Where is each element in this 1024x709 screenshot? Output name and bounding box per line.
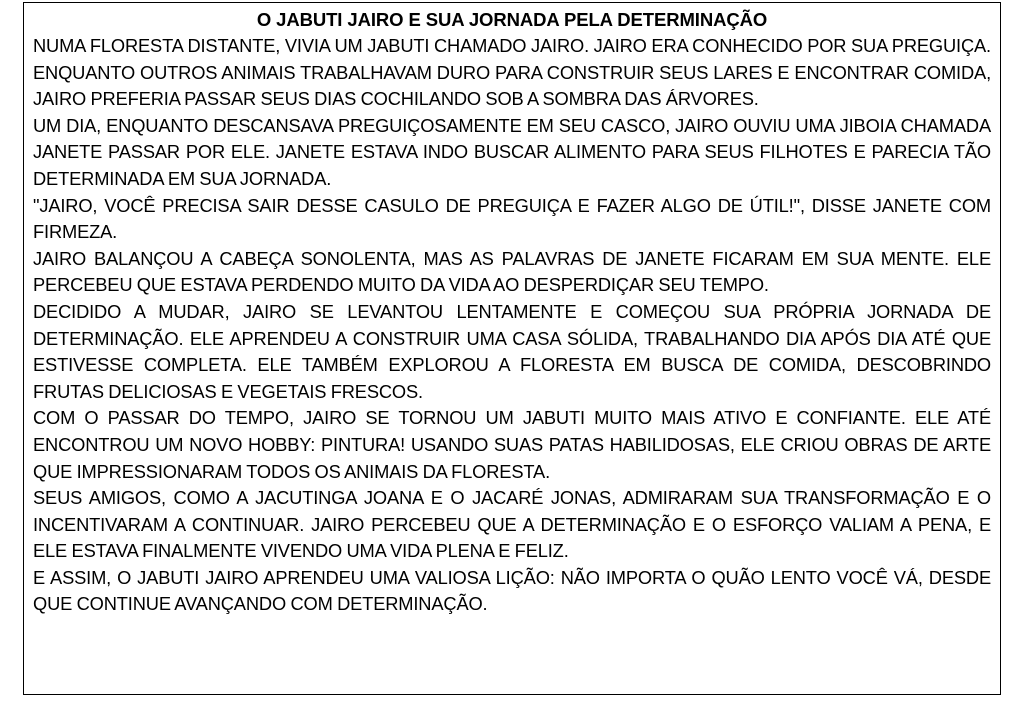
story-title: O JABUTI JAIRO E SUA JORNADA PELA DETERMINAÇÃO	[256, 9, 768, 30]
story-paragraph-8: E ASSIM, O JABUTI JAIRO APRENDEU UMA VALIOSA LIÇÃO: NÃO IMPORTA O QUÃO LENTO VOCÊ VÁ, DESDE QUE CONTINUE AVANÇANDO COM DETERMINAÇÃO.	[33, 566, 991, 615]
story-paragraph-2: UM DIA, ENQUANTO DESCANSAVA PREGUIÇOSAMENTE EM SEU CASCO, JAIRO OUVIU UMA JIBOIA CHAMADA JANETE PASSAR POR ELE. JANETE ESTAVA INDO BUSCAR ALIMENTO PARA SEUS FILHOTES E PARECIA TÃO DETERMINADA EM SUA JORNADA.	[33, 114, 991, 189]
story-paragraph-7: SEUS AMIGOS, COMO A JACUTINGA JOANA E O JACARÉ JONAS, ADMIRARAM SUA TRANSFORMAÇÃO E O INCENTIVARAM A CONTINUAR. JAIRO PERCEBEU QUE A DETERMINAÇÃO E O ESFORÇO VALIAM A PENA, E ELE ESTAVA FINALMENTE VIVENDO UMA VIDA PLENA E FELIZ.	[33, 487, 991, 562]
story-document	[23, 2, 1001, 695]
story-paragraph-1: NUMA FLORESTA DISTANTE, VIVIA UM JABUTI CHAMADO JAIRO. JAIRO ERA CONHECIDO POR SUA PREGUIÇA. ENQUANTO OUTROS ANIMAIS TRABALHAVAM DURO PARA CONSTRUIR SEUS LARES E ENCONTRAR COMIDA, JAIRO PREFERIA PASSAR SEUS DIAS COCHILANDO SOB A SOMBRA DAS ÁRVORES.	[33, 35, 991, 110]
story-paragraph-3: "JAIRO, VOCÊ PRECISA SAIR DESSE CASULO DE PREGUIÇA E FAZER ALGO DE ÚTIL!", DISSE JANETE COM FIRMEZA.	[33, 194, 991, 243]
story-paragraph-5: DECIDIDO A MUDAR, JAIRO SE LEVANTOU LENTAMENTE E COMEÇOU SUA PRÓPRIA JORNADA DE DETERMINAÇÃO. ELE APRENDEU A CONSTRUIR UMA CASA SÓLIDA, TRABALHANDO DIA APÓS DIA ATÉ QUE ESTIVESSE COMPLETA. ELE TAMBÉM EXPLOROU A FLORESTA EM BUSCA DE COMIDA, DESCOBRINDO FRUTAS DELICIOSAS E VEGETAIS FRESCOS.	[33, 300, 991, 402]
story-body	[33, 33, 991, 618]
story-paragraph-4: JAIRO BALANÇOU A CABEÇA SONOLENTA, MAS AS PALAVRAS DE JANETE FICARAM EM SUA MENTE. ELE PERCEBEU QUE ESTAVA PERDENDO MUITO DA VIDA AO DESPERDIÇAR SEU TEMPO.	[33, 247, 991, 296]
story-paragraph-6: COM O PASSAR DO TEMPO, JAIRO SE TORNOU UM JABUTI MUITO MAIS ATIVO E CONFIANTE. ELE ATÉ ENCONTROU UM NOVO HOBBY: PINTURA! USANDO SUAS PATAS HABILIDOSAS, ELE CRIOU OBRAS DE ARTE QUE IMPRESSIONARAM TODOS OS ANIMAIS DA FLORESTA.	[33, 407, 991, 482]
